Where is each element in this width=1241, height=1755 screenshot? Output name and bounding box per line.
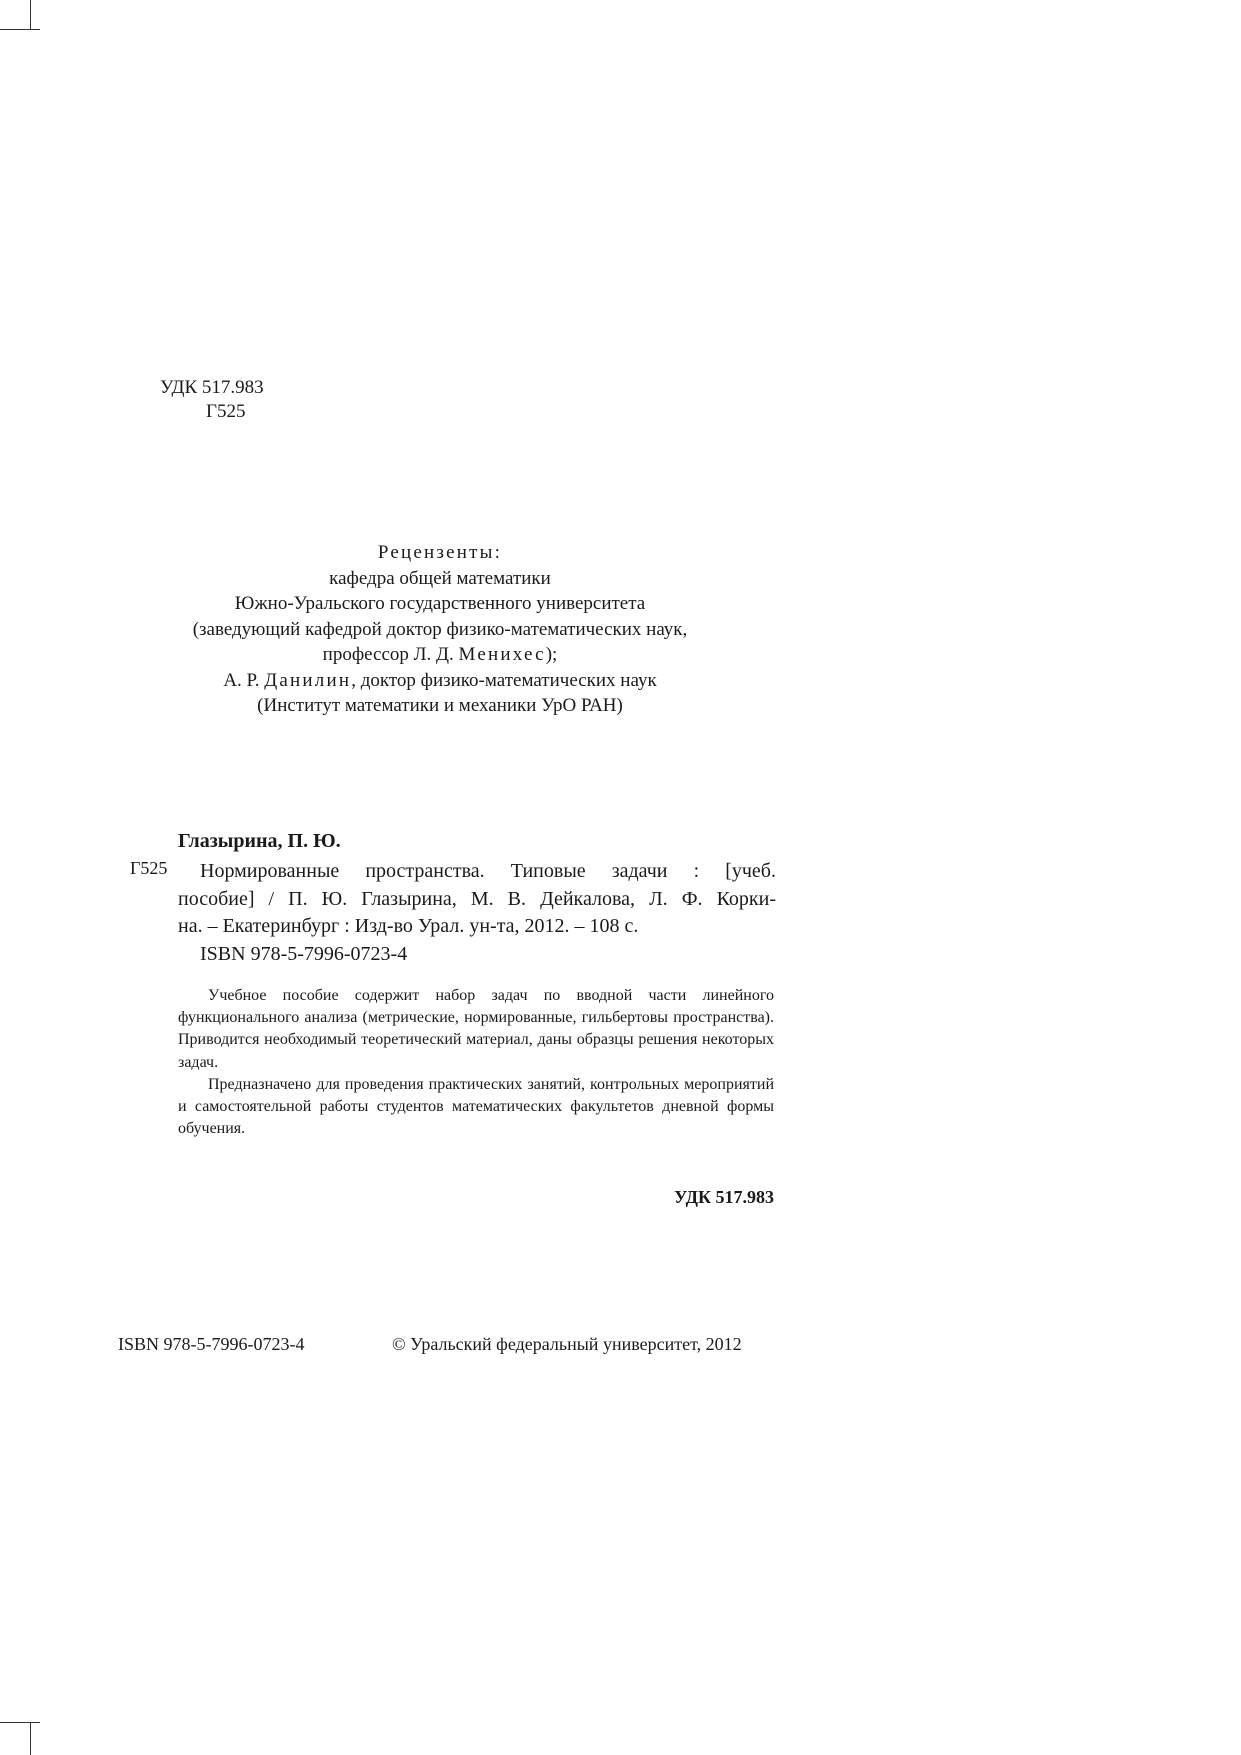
abstract-paragraph: Учебное пособие содержит набор задач по вводной части линейного функционального анализа (метрические, нормированные, гильбертовы пространства). Приводится необходимый теоретический материал, даны образцы решения некоторых задач.	[178, 987, 774, 1071]
author-name: Глазырина, П. Ю.	[178, 830, 341, 852]
reviewers-block	[140, 540, 740, 719]
udk-header	[160, 376, 264, 424]
bbk-code: Г525	[206, 401, 246, 422]
bib-line: пособие] / П. Ю. Глазырина, М. В. Дейкалова, Л. Ф. Корки-	[178, 887, 776, 910]
abstract	[178, 985, 774, 1140]
reviewer-line: кафедра общей математики	[329, 567, 551, 589]
reviewer-line-suffix: );	[545, 644, 558, 665]
crop-mark-bottom-left-vertical	[30, 1722, 31, 1755]
reviewer-line: (заведующий кафедрой доктор физико-математических наук,	[192, 618, 688, 640]
bib-isbn: ISBN 978-5-7996-0723-4	[200, 942, 408, 965]
reviewer-line	[140, 668, 740, 694]
bib-line: на. – Екатеринбург : Изд-во Урал. ун-та, 2012. – 108 с.	[178, 915, 639, 937]
crop-mark-bottom-left-horizontal	[0, 1722, 40, 1723]
udk-code: УДК 517.983	[160, 377, 264, 398]
reviewer-line: (Институт математики и механики УрО РАН)	[257, 695, 623, 716]
udk-footer: УДК 517.983	[674, 1187, 774, 1207]
footer-isbn: ISBN 978-5-7996-0723-4	[118, 1334, 305, 1354]
reviewer-line	[140, 642, 740, 668]
bibliographic-description	[178, 858, 776, 968]
reviewer-line-suffix: , доктор физико-математических наук	[351, 669, 657, 691]
abstract-paragraph: Предназначено для проведения практических занятий, контрольных мероприятий и самостоятельной работы студентов математических факультетов дневной формы обучения.	[178, 1075, 774, 1138]
crop-mark-top-left-horizontal	[0, 29, 40, 30]
reviewer-name: Данилин	[264, 669, 352, 691]
reviewer-line-prefix: А. Р.	[223, 669, 265, 691]
reviewer-name: Менихес	[458, 644, 546, 665]
reviewer-line-prefix: профессор Л. Д.	[322, 644, 459, 665]
reviewers-heading: Рецензенты:	[377, 542, 503, 563]
bbk-side-code: Г525	[130, 858, 168, 878]
bib-line: Нормированные пространства. Типовые задачи : [учеб.	[200, 860, 776, 882]
crop-mark-top-left-vertical	[30, 0, 31, 30]
footer-copyright: © Уральский федеральный университет, 2012	[392, 1334, 742, 1354]
reviewer-line: Южно-Уральского государственного университета	[234, 593, 646, 614]
